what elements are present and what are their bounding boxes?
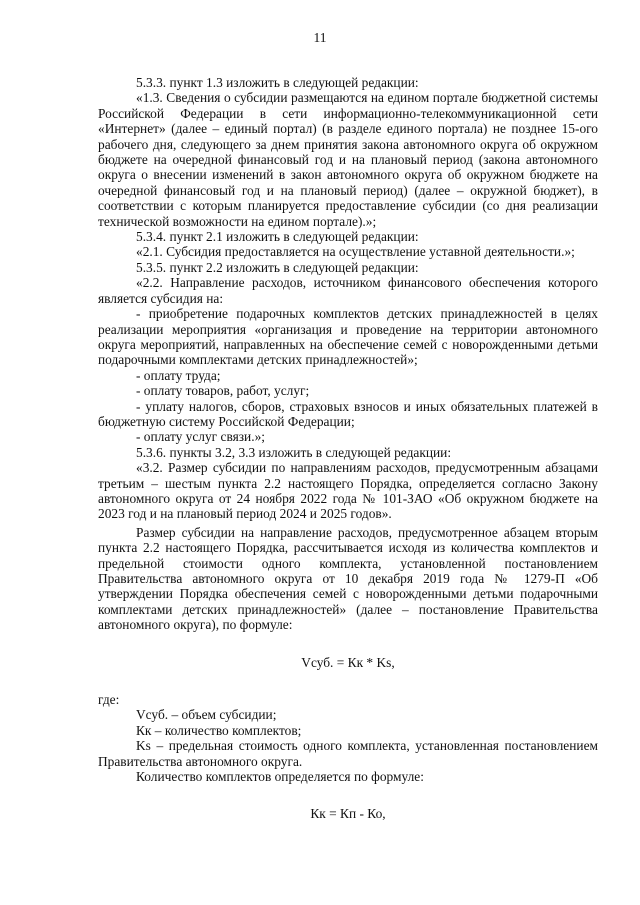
- paragraph-5-3-4: 5.3.4. пункт 2.1 изложить в следующей редакции:: [136, 229, 419, 245]
- paragraph-2-2: «2.2. Направление расходов, источником финансового обеспечения которого является субсидия на:: [98, 275, 598, 306]
- paragraph-3-2: «3.2. Размер субсидии по направлениям расходов, предусмотренным абзацами третьим – шестым пункта 2.2 настоящего Порядка, определяется согласно Закону автономного округа от 24 ноября 2022 года № 101-ЗАО «Об окружном бюджете на 2023 год и на плановый период 2024 и 2025 годов».: [98, 460, 598, 522]
- paragraph-sets-count: Количество комплектов определяется по формуле:: [136, 769, 424, 785]
- definition-ks: Ks – предельная стоимость одного комплекта, установленная постановлением Правительства автономного округа.: [98, 738, 598, 769]
- where-label: где:: [98, 692, 120, 708]
- list-item-communication: - оплату услуг связи.»;: [136, 429, 265, 445]
- paragraph-5-3-3: 5.3.3. пункт 1.3 изложить в следующей редакции:: [136, 75, 419, 90]
- list-item-goods: - оплату товаров, работ, услуг;: [136, 383, 310, 399]
- list-item-taxes: - уплату налогов, сборов, страховых взносов и иных обязательных платежей в бюджетную систему Российской Федерации;: [98, 398, 598, 429]
- list-item-gift-sets: - приобретение подарочных комплектов детских принадлежностей в целях реализации мероприятия «организация и проведение на территории автономного округа мероприятий, направленных на обеспечение семей с новорожденными детьми подарочными комплектами детских принадлежностей»;: [98, 306, 598, 368]
- formula-subsidy-volume: Vсуб. = Кк * Ks,: [301, 654, 395, 670]
- list-item-labor: - оплату труда;: [136, 367, 221, 383]
- paragraph-2-1: «2.1. Субсидия предоставляется на осуществление уставной деятельности.»;: [136, 244, 575, 260]
- paragraph-subsidy-size: Размер субсидии на направление расходов, предусмотренное абзацем вторым пункта 2.2 настоящего Порядка, рассчитывается исходя из количества комплектов и предельной стоимости одного комплекта, установленной постановлением Правительства автономного округа от 10 декабря 2019 года № 1279-П «Об утверждении Порядка обеспечения семей с новорожденными детьми подарочными комплектами детских принадлежностей» (далее – постановление Правительства автономного округа), по формуле:: [98, 524, 598, 633]
- paragraph-1-3: «1.3. Сведения о субсидии размещаются на едином портале бюджетной системы Российской Федерации в сети информационно-телекоммуникационной сети «Интернет» (далее – единый портал) (в разделе единого портала) не позднее 15-ого рабочего дня, следующего за днем принятия закона автономного округа об окружном бюджете на очередной финансовый год и на плановый период (закона автономного округа о внесении изменений в закон автономного округа об окружном бюджете на очередной финансовый год и на плановый период) (далее – окружной бюджет), в соответствии с которым планируется предоставление субсидии (со дня реализации технической возможности на едином портале).»;: [98, 90, 598, 229]
- paragraph-5-3-5: 5.3.5. пункт 2.2 изложить в следующей редакции:: [136, 259, 419, 275]
- formula-sets-count: Кк = Кп - Ко,: [310, 806, 386, 822]
- page-number: 11: [313, 30, 327, 45]
- document-body: [98, 75, 598, 822]
- definition-v-sub: Vсуб. – объем субсидии;: [136, 707, 277, 723]
- definition-kk: Кк – количество комплектов;: [136, 722, 302, 738]
- paragraph-5-3-6: 5.3.6. пункты 3.2, 3.3 изложить в следующей редакции:: [136, 444, 452, 460]
